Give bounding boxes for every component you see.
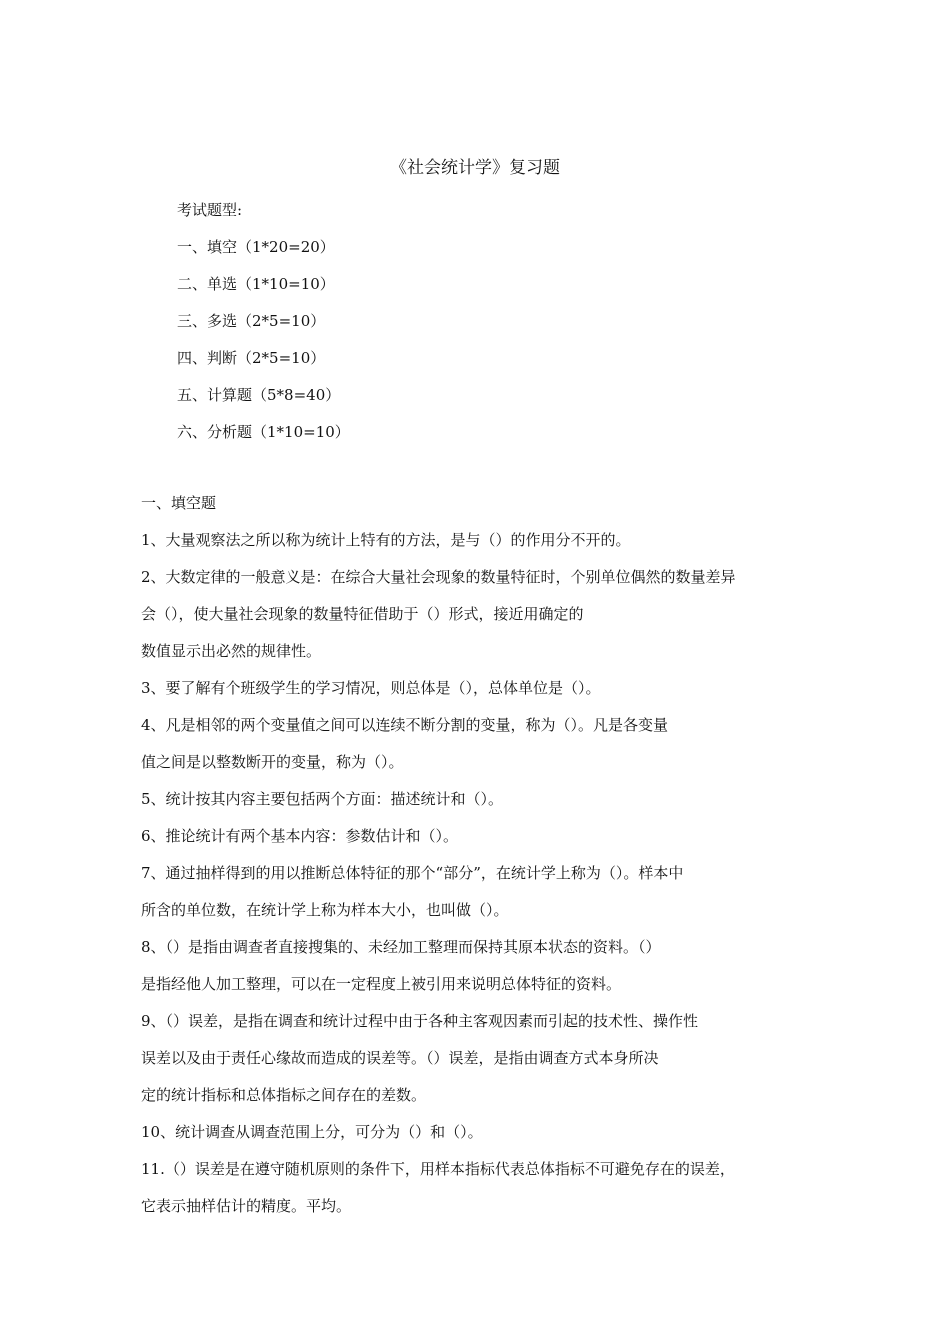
question-line: 2、大数定律的一般意义是：在综合大量社会现象的数量特征时，个别单位偶然的数量差异 xyxy=(141,568,736,586)
exam-format-item: 六、分析题（1*10=10） xyxy=(177,423,350,441)
question-line: 所含的单位数，在统计学上称为样本大小，也叫做（）。 xyxy=(141,901,509,919)
exam-format-item: 三、多选（2*5=10） xyxy=(177,312,326,330)
question-line: 值之间是以整数断开的变量，称为（）。 xyxy=(141,753,404,771)
question-line: 10、统计调查从调查范围上分，可分为（）和（）。 xyxy=(141,1123,483,1141)
exam-format-item: 一、填空（1*20=20） xyxy=(177,238,335,256)
question-line: 7、通过抽样得到的用以推断总体特征的那个“部分”，在统计学上称为（）。样本中 xyxy=(141,864,684,882)
question-line: 6、推论统计有两个基本内容：参数估计和（）。 xyxy=(141,827,459,845)
question-line: 3、要了解有个班级学生的学习情况，则总体是（），总体单位是（）。 xyxy=(141,679,601,697)
question-line: 4、凡是相邻的两个变量值之间可以连续不断分割的变量，称为（）。凡是各变量 xyxy=(141,716,669,734)
question-line: 8、（）是指由调查者直接搜集的、未经加工整理而保持其原本状态的资料。（） xyxy=(141,938,661,956)
question-line: 它表示抽样估计的精度。平均。 xyxy=(141,1197,352,1215)
question-line: 定的统计指标和总体指标之间存在的差数。 xyxy=(141,1086,427,1104)
exam-format-item: 四、判断（2*5=10） xyxy=(177,349,326,367)
exam-format-heading: 考试题型: xyxy=(177,201,243,219)
document-title: 《社会统计学》复习题 xyxy=(390,158,560,178)
fill-in-section xyxy=(141,485,831,1225)
question-line: 会（），使大量社会现象的数量特征借助于（）形式，接近用确定的 xyxy=(141,605,584,623)
question-line: 数值显示出必然的规律性。 xyxy=(141,642,322,660)
question-line: 11.（）误差是在遵守随机原则的条件下，用样本指标代表总体指标不可避免存在的误差， xyxy=(141,1160,735,1178)
question-line: 5、统计按其内容主要包括两个方面：描述统计和（）。 xyxy=(141,790,504,808)
question-line: 是指经他人加工整理，可以在一定程度上被引用来说明总体特征的资料。 xyxy=(141,975,622,993)
question-line: 1、大量观察法之所以称为统计上特有的方法，是与（）的作用分不开的。 xyxy=(141,531,631,549)
exam-format-block xyxy=(177,192,777,451)
question-line: 误差以及由于责任心缘故而造成的误差等。（）误差，是指由调查方式本身所决 xyxy=(141,1049,659,1067)
exam-format-item: 二、单选（1*10=10） xyxy=(177,275,335,293)
section-heading: 一、填空题 xyxy=(141,494,217,512)
exam-format-item: 五、计算题（5*8=40） xyxy=(177,386,341,404)
question-line: 9、（）误差，是指在调查和统计过程中由于各种主客观因素而引起的技术性、操作性 xyxy=(141,1012,699,1030)
